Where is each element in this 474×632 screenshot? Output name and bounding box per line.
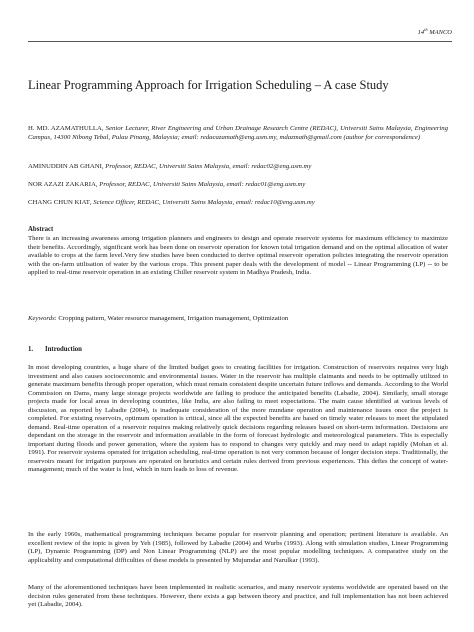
intro-paragraph-3: Many of the aforementioned techniques have been implemented in realistic scenarios, and many reservoir systems worldwide are operated based on the decision rules generated from these techniques. However, there exists a gap between theory and practice, and full implementation has not been achieved yet (Labadie, 2004). — [28, 584, 448, 608]
intro-paragraph-1: In most developing countries, a huge share of the limited budget goes to creating facilities for irrigation. Construction of reservoirs requires very high investment and also causes socioeconomic and environmental issues. Water in the reservoir has multiple claimants and needs to be optimally utilized to generate maximum benefits through proper operation, which must remain consistent despite uncertain future inflows and demands. According to the World Commission on Dams, many large storage projects worldwide are failing to produce the anticipated benefits (Labadie, 2004). Similarly, small storage projects made for local areas in developing countries, like India, are also failing to meet expectations. The main cause identified at various levels of discussion, as reported by Labadie (2004), is inadequate consideration of the more mundane operation and maintenance issues once the project is completed. For existing reservoirs, optimum operation is critical, since all the expected benefits are based on timely water releases to meet the stipulated demand. Real-time operation of a reservoir requires making relatively quick decisions regarding releases based on short-term information. Decisions are dependant on the storage in the reservoir and information available in the form of forecast hydrologic and meteorological parameters. This is especially important during floods and power generation, where the system has to respond to changes very quickly and may need to adapt rapidly (Mohan et al. 1991). For reservoir systems operated for irrigation scheduling, real-time operation is not very common because of longer decision steps. Traditionally, the reservoirs meant for irrigation purposes are operated on heuristics and certain rules derived from previous experiences. This defies the concept of water-management; much of the water is lost, which in turn leads to loss of revenue. — [28, 364, 448, 473]
keywords-label: Keywords — [28, 315, 55, 322]
section-heading-introduction — [28, 346, 82, 353]
author-name-2: AMINUDDIN AB GHANI — [28, 163, 102, 170]
keywords-text: : Cropping pattern, Water resource management, Irrigation management, Optimization — [54, 315, 289, 322]
author-name-4: CHANG CHUN KIAT — [28, 199, 90, 206]
author-affiliation-3: , Professor, REDAC, Universiti Sains Malaysia, email: redac01@eng.usm.my — [95, 181, 306, 188]
running-head-text: MANCO — [427, 29, 452, 37]
author-affiliation-4: , Science Officer, REDAC, Universiti Sains Malaysia, email: redac10@eng.usm.my — [89, 199, 315, 206]
header-rule — [28, 41, 452, 42]
paper-title: Linear Programming Approach for Irrigation Scheduling – A case Study — [28, 78, 389, 92]
section-title: Introduction — [45, 346, 82, 353]
author-affiliation-2: , Professor, REDAC, Universiti Sains Malaysia, email: redac02@eng.usm.my — [101, 163, 312, 170]
author-block-4 — [28, 199, 448, 208]
author-block-3 — [28, 181, 448, 190]
abstract-text: There is an increasing awareness among irrigation planners and engineers to design and operate reservoir systems for maximum efficiency to maximize their benefits. Accordingly, significant work has been done on reservoir operation for known total irrigation demand and on the optimal allocation of water available to crops at the farm level.Very few studies have been conducted to derive optimal reservoir operation policies integrating the reservoir operation with the on-farm utilisation of water by the various crops. This present paper deals with the development of model -- Linear Programming (LP) -- to be applied to real-time reservoir operation in an existing Chiller reservoir system in Madhya Pradesh, India. — [28, 235, 448, 276]
author-name-1: H. MD. AZAMATHULLA — [28, 125, 102, 132]
author-block-2 — [28, 163, 448, 172]
running-head-sup: th — [424, 27, 428, 32]
section-number: 1. — [28, 346, 34, 353]
author-affiliation-1: , Senior Lecturer, River Engineering and Urban Drainage Research Centre (REDAC), Universiti Sains Malaysia, Engineering Campus, 14300 Nibong Tebal, Pulau Pinang, Malaysia; email: redacazamath@eng.usm.my, mdazmath@gmail.com (author for correspondence) — [28, 125, 449, 141]
running-head — [418, 27, 452, 36]
author-name-3: NOR AZAZI ZAKARIA — [28, 181, 96, 188]
intro-paragraph-2: In the early 1960s, mathematical programming techniques became popular for reservoir planning and operation; pertinent literature is available. An excellent review of the topic is given by Yeh (1985), followed by Labadie (2004) and Wurbs (1993). Along with simulation studies, Linear Programming (LP), Dynamic Programming (DP) and Non Linear Programming (NLP) are the most popular modelling techniques. A comparative study on the applicability and computational difficulties of these models is presented by Mujumdar and Narulkar (1993). — [28, 531, 448, 564]
keywords-line — [28, 315, 448, 324]
running-head-number: 14 — [417, 29, 425, 37]
abstract-heading: Abstract — [28, 226, 54, 233]
author-block-1 — [28, 125, 448, 142]
